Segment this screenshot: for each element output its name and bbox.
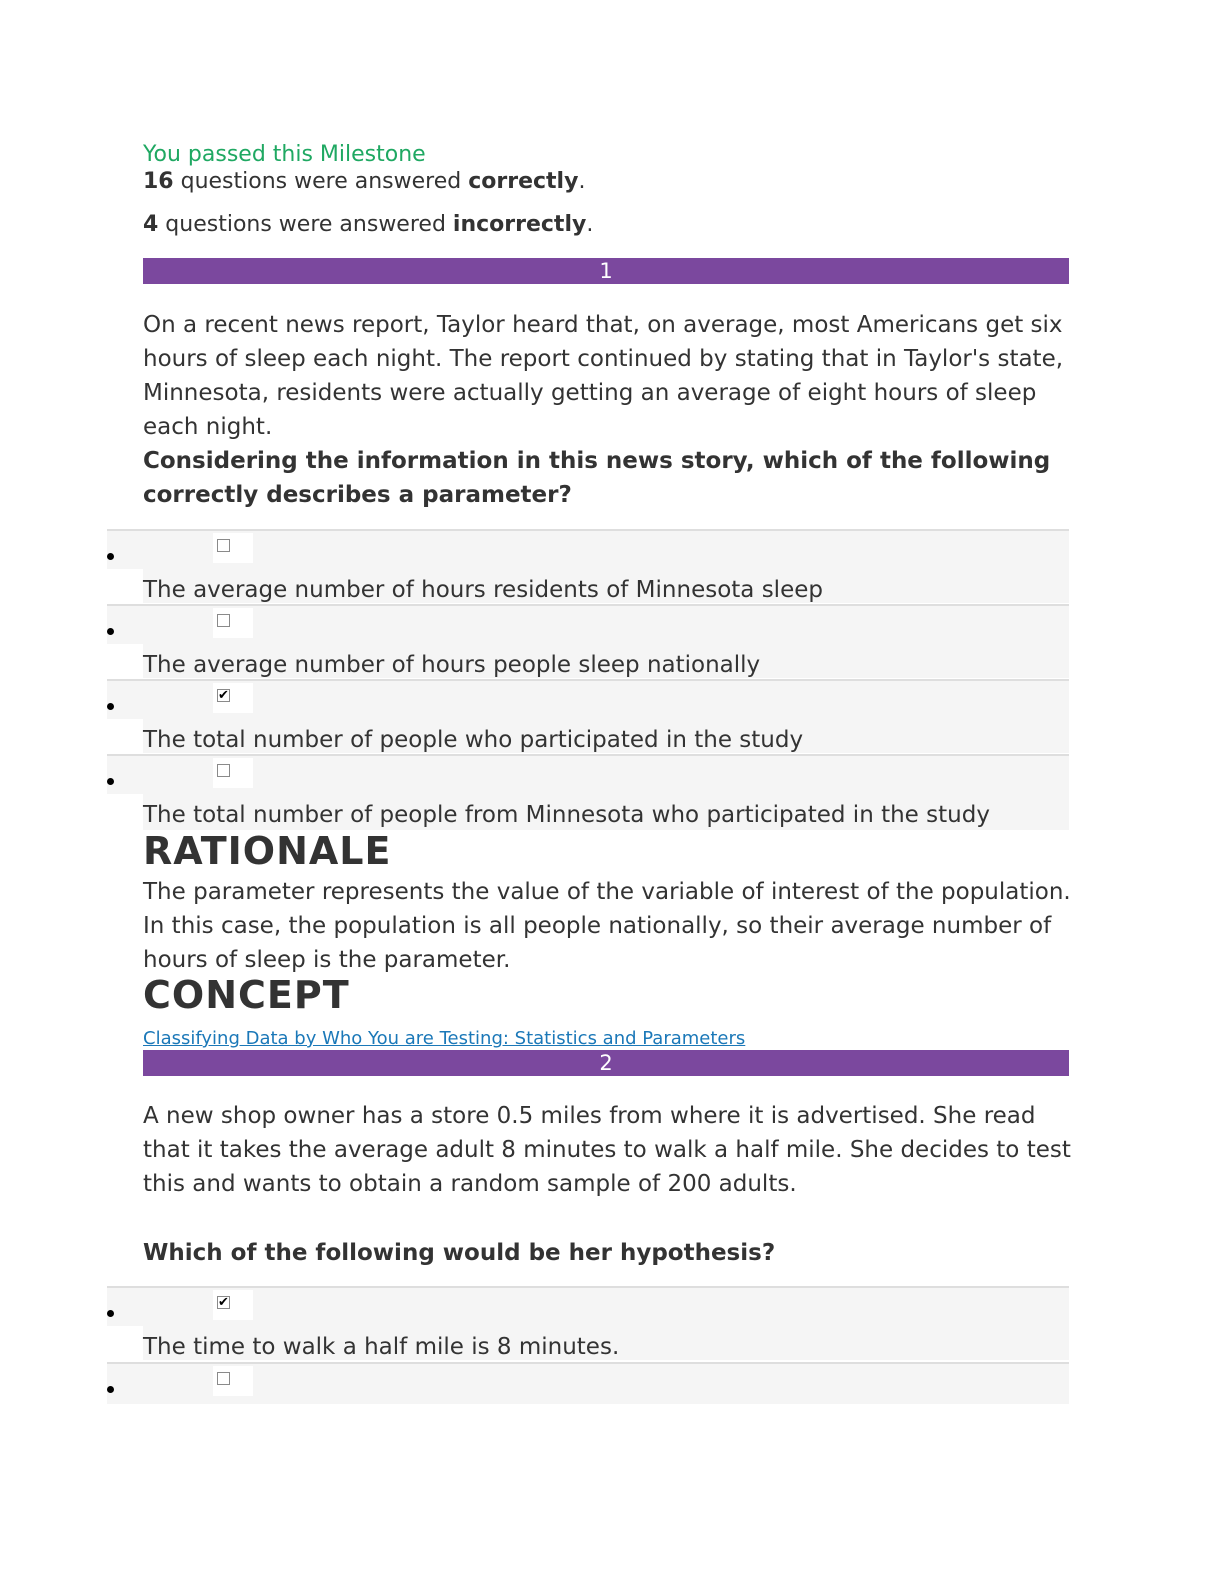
answer-option-label: The time to walk a half mile is 8 minutes. [143, 1334, 620, 1360]
incorrect-summary [143, 211, 593, 239]
answer-option[interactable] [107, 604, 1069, 678]
answer-option-label: The average number of hours people sleep nationally [143, 652, 761, 678]
correct-summary [143, 168, 585, 196]
bullet-icon [107, 778, 114, 785]
correct-word: correctly [468, 169, 579, 194]
bullet-icon [107, 1310, 114, 1317]
bullet-icon [107, 1386, 114, 1393]
answer-option-label: The total number of people from Minnesota who participated in the study [143, 802, 990, 828]
rationale-heading: RATIONALE [143, 829, 392, 873]
question-prompt: Which of the following would be her hypothesis? [143, 1240, 776, 1266]
checkbox-unchecked-icon[interactable] [217, 764, 230, 777]
milestone-status: You passed this Milestone [143, 142, 426, 167]
bullet-icon [107, 703, 114, 710]
answer-option[interactable] [107, 754, 1069, 830]
rationale-text: The parameter represents the value of the variable of interest of the population. In this case, the population is all people nationally, so their average number of hours of sleep is the parameter. [143, 879, 1071, 973]
answer-option-label: The average number of hours residents of Minnesota sleep [143, 577, 823, 603]
checkbox-checked-icon[interactable]: ✔ [218, 1295, 229, 1310]
question-prompt: Considering the information in this news story, which of the following correctly describes a parameter? [143, 448, 1051, 508]
concept-heading: CONCEPT [143, 973, 350, 1017]
bullet-icon [107, 553, 114, 560]
incorrect-count: 4 [143, 212, 159, 237]
answer-option[interactable] [107, 1362, 1069, 1404]
incorrect-word: incorrectly [452, 212, 587, 237]
concept-link[interactable]: Classifying Data by Who You are Testing: Statistics and Parameters [143, 1028, 746, 1049]
correct-mid-text: questions were answered [173, 169, 469, 194]
checkbox-unchecked-icon[interactable] [217, 1372, 230, 1385]
question-number-bar: 1 [143, 258, 1069, 284]
answer-option-selected[interactable] [107, 1286, 1069, 1360]
answer-option-label: The total number of people who participated in the study [143, 727, 804, 753]
answer-option-selected[interactable] [107, 679, 1069, 753]
question-text: On a recent news report, Taylor heard that, on average, most Americans get six hours of sleep each night. The report continued by stating that in Taylor's state, Minnesota, residents were actually getting an average of eight hours of sleep each night. [143, 312, 1064, 440]
bullet-icon [107, 628, 114, 635]
checkbox-checked-icon[interactable]: ✔ [218, 688, 229, 703]
incorrect-period: . [586, 212, 594, 237]
answer-option[interactable] [107, 529, 1069, 603]
checkbox-unchecked-icon[interactable] [217, 614, 230, 627]
correct-period: . [578, 169, 586, 194]
incorrect-mid-text: questions were answered [158, 212, 453, 237]
question-number-bar: 2 [143, 1050, 1069, 1076]
checkbox-unchecked-icon[interactable] [217, 539, 230, 552]
correct-count: 16 [143, 169, 174, 194]
question-text: A new shop owner has a store 0.5 miles from where it is advertised. She read that it takes the average adult 8 minutes to walk a half mile. She decides to test this and wants to obtain a random sample of 200 adults. [143, 1103, 1071, 1197]
